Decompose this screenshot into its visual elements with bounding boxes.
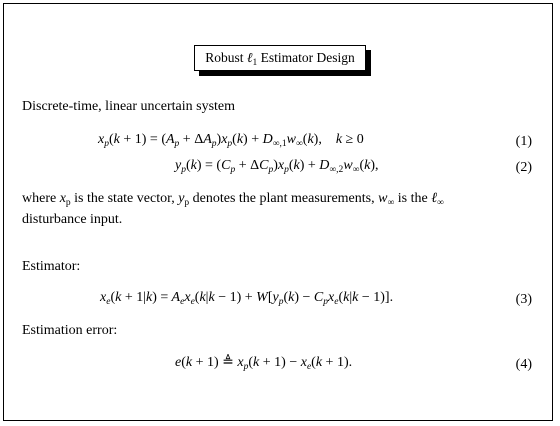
where-text-line-2: disturbance input. (22, 212, 123, 227)
estimation-error-label: Estimation error: (22, 323, 118, 338)
equation-number-2: (2) (515, 160, 532, 175)
equation-1: $x_p(k + 1) = (A_p + \Delta A_p)x_p(k) + D_{\infty,1}w_\infty(k)$, k ≥ 0 (98, 132, 364, 149)
estimator-label: Estimator: (22, 259, 81, 274)
equation-number-3: (3) (515, 292, 532, 307)
slide-title (194, 45, 366, 71)
equation-number-1: (1) (515, 134, 532, 149)
where-text-line-1: where $x_p$ is the state vector, $y_p$ denotes the plant measurements, $w_\infty$ is the ℓ$_\infty$ (22, 191, 444, 208)
equation-2: $y_p(k) = (C_p + \Delta C_p)x_p(k) + D_{\infty,2}w_\infty(k)$, (175, 158, 379, 175)
equation-3: $x_e(k + 1|k) = A_ex_e(k|k - 1) + W[y_p(k) - C_px_e(k|k - 1)]$. (100, 290, 394, 307)
title-text: Robust ℓ$_1$ Estimator Design (194, 45, 366, 71)
slide-frame (3, 3, 553, 421)
intro-text: Discrete-time, linear uncertain system (22, 99, 236, 114)
equation-4: e(k + 1) ≜ $x_p(k + 1) - x_e(k + 1)$. (175, 355, 353, 372)
equation-number-4: (4) (515, 357, 532, 372)
